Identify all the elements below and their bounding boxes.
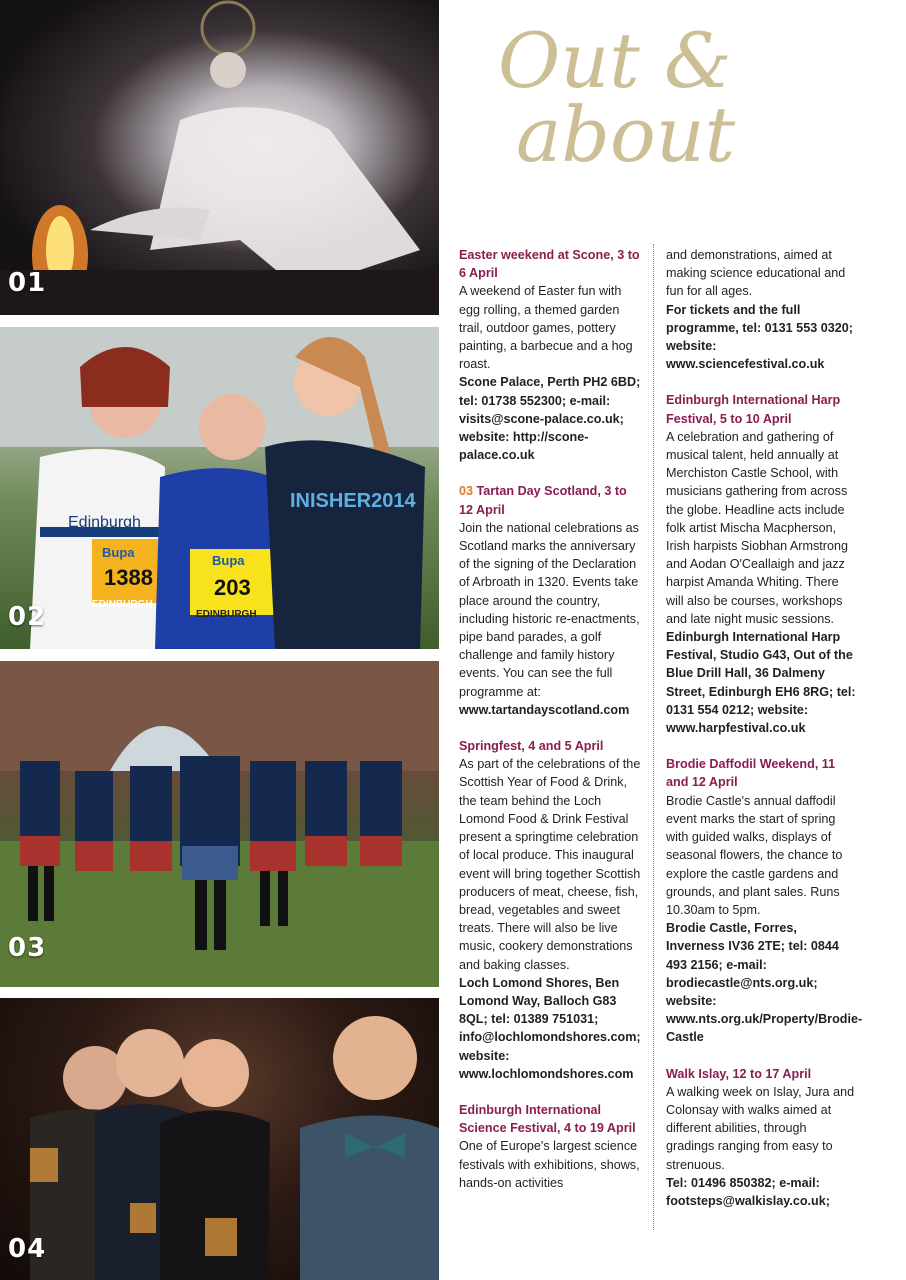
event-heading: Brodie Daffodil Weekend, 11 and 12 April <box>666 757 836 790</box>
event-description: Brodie Castle's annual daffodil event marks the start of spring with guided walks, displays of seasonal flowers, the chance to explore the castle gardens and grounds, and plant sales. Runs 10.30am to 5pm. <box>666 793 843 917</box>
event-heading: Easter weekend at Scone, 3 to 6 April <box>459 248 640 281</box>
photo-bonfire-figure <box>0 0 439 315</box>
event-description: One of Europe's largest science festivals with exhibitions, shows, hands-on activities <box>459 1139 640 1190</box>
event-entry <box>459 482 641 719</box>
event-entry <box>459 737 641 1083</box>
photo-runners <box>0 327 439 649</box>
photo-whisky-group <box>0 998 439 1280</box>
event-description: and demonstrations, aimed at making science educational and fun for all ages. <box>666 248 846 299</box>
runner1-bib-sponsor: Bupa <box>102 545 135 560</box>
runners-illustration <box>0 327 439 649</box>
event-contact: Loch Lomond Shores, Ben Lomond Way, Balloch G83 8QL; tel: 01389 751031; info@lochlomondshores.com; website: www.lochlomondshores.com <box>459 975 641 1081</box>
title-line-1: Out & <box>498 16 732 105</box>
photo-reference-tag: 03 <box>459 484 474 499</box>
events-column-right <box>666 246 863 1228</box>
event-description: A weekend of Easter fun with egg rolling, a themed garden trail, outdoor games, pottery painting, a barbecue and a hog roast. <box>459 284 633 372</box>
runner2-bib-number: 203 <box>214 575 251 600</box>
event-description: Join the national celebrations as Scotland marks the anniversary of the signing of the Declaration of Arbroath in 1320. Events take place around the country, including historic re-enactments, pipe band parades, a golf challenge and family history events. You can see the full programme at: <box>459 520 640 699</box>
event-entry <box>459 246 641 464</box>
event-heading <box>459 482 641 518</box>
event-entry <box>459 1101 641 1192</box>
event-heading: Springfest, 4 and 5 April <box>459 739 604 754</box>
bonfire-figure-illustration <box>0 0 439 315</box>
event-contact: For tickets and the full programme, tel: 0131 553 0320; website: www.sciencefestival.co.uk <box>666 302 853 372</box>
event-contact[interactable]: www.tartandayscotland.com <box>459 702 630 717</box>
event-contact: Brodie Castle, Forres, Inverness IV36 2TE; tel: 0844 493 2156; e-mail: brodiecastle@nts.org.uk; website: www.nts.org.uk/Property/Brodie-Castle <box>666 921 863 1045</box>
event-entry <box>666 391 856 737</box>
photo-number: 01 <box>8 268 47 298</box>
photo-number: 04 <box>8 1234 47 1264</box>
event-description: A walking week on Islay, Jura and Colonsay with walks aimed at different abilities, through gradings ranging from easy to strenuous. <box>666 1084 855 1172</box>
event-description: A celebration and gathering of musical talent, held annually at Merchiston Castle School, with musicians gathering from across the globe. Headline acts include folk artist Mischa Macpherson, Irish harpists Siobhan Armstrong and Aodan O'Ceallaigh and jazz harpist Amanda Whiting. There will also be courses, workshops and late night music sessions. <box>666 429 848 626</box>
event-heading: Edinburgh International Science Festival, 4 to 19 April <box>459 1102 636 1136</box>
event-entry-continued <box>666 246 856 373</box>
pipe-band-illustration <box>0 661 439 987</box>
runner2-bib-footer: EDINBURGH <box>196 609 257 620</box>
runner1-shirt-text: Edinburgh <box>68 514 141 531</box>
event-description: As part of the celebrations of the Scottish Year of Food & Drink, the team behind the Loch Lomond Food & Drink Festival present a springtime celebration of local produce. This inaugural event will bring together Scottish producers of meat, cheese, fish, bread, vegetables and sweet treats. There will also be live music, cookery demonstrations and baking classes. <box>459 757 641 972</box>
event-heading-text: Tartan Day Scotland, 3 to 12 April <box>459 484 627 517</box>
event-contact: Edinburgh International Harp Festival, Studio G43, Out of the Blue Drill Hall, 36 Dalmeny Street, Edinburgh EH6 8RG; tel: 0131 554 0212; website: www.harpfestival.co.uk <box>666 630 856 736</box>
runner3-shirt-text: INISHER2014 <box>290 490 416 512</box>
runner1-bib-number: 1388 <box>104 565 153 590</box>
whisky-group-illustration <box>0 998 439 1280</box>
event-heading: Walk Islay, 12 to 17 April <box>666 1066 812 1081</box>
runner2-bib-sponsor: Bupa <box>212 553 245 568</box>
photo-number: 02 <box>8 602 47 632</box>
event-entry <box>666 755 863 1046</box>
runner1-bib-footer: EDINBURGH <box>92 599 153 610</box>
event-heading: Edinburgh International Harp Festival, 5 to 10 April <box>666 393 841 426</box>
page-title <box>490 16 890 179</box>
event-contact: Scone Palace, Perth PH2 6BD; tel: 01738 552300; e-mail: visits@scone-palace.co.uk; website: http://scone-palace.co.uk <box>459 375 641 463</box>
photo-number: 03 <box>8 933 47 963</box>
column-divider <box>653 244 654 1230</box>
event-entry <box>666 1065 856 1211</box>
event-contact: Tel: 01496 850382; e-mail: footsteps@walkislay.co.uk; <box>666 1175 830 1208</box>
title-line-2: about <box>516 90 736 179</box>
photo-pipe-band <box>0 661 439 987</box>
events-column-left <box>459 246 641 1210</box>
